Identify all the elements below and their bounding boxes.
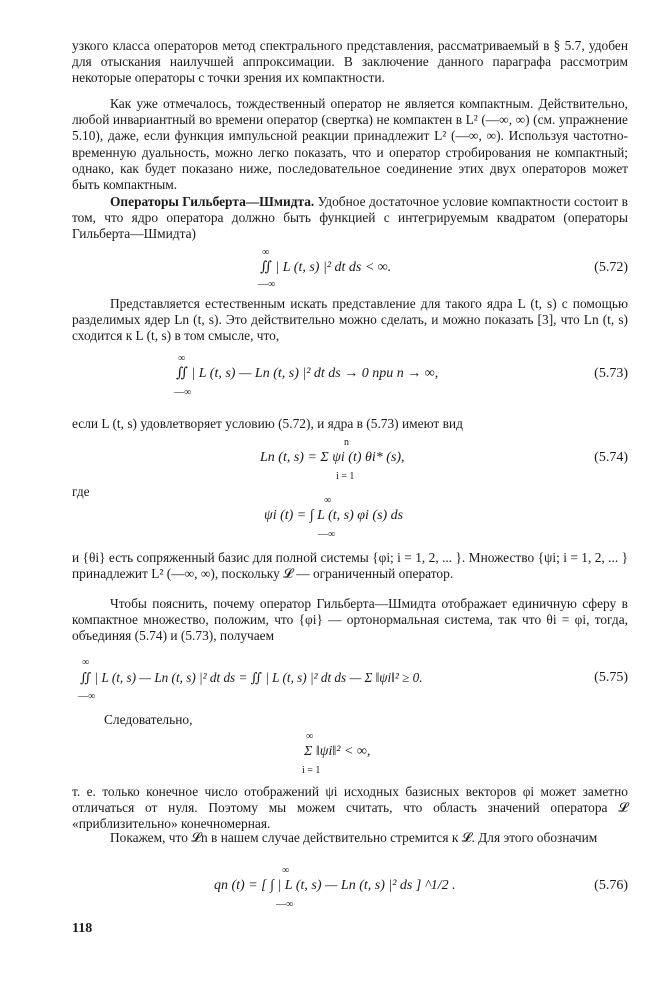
upper-limit: ∞ [82, 657, 90, 668]
page-number: 118 [72, 921, 93, 936]
upper-limit: ∞ [262, 247, 270, 258]
paragraph-convergence: Покажем, что 𝓛n в нашем случае действительно стремится к 𝓛. Для этого обозначим [110, 830, 598, 845]
equation-number: (5.75) [594, 670, 628, 685]
upper-limit: n [344, 437, 349, 448]
lower-limit: —∞ [258, 279, 276, 290]
lower-limit: i = 1 [336, 471, 355, 482]
equation-body: ∬ | L (t, s) |² dt ds < ∞. [260, 260, 392, 275]
equation-5-75 [72, 657, 628, 702]
paragraph-unit-sphere: Чтобы пояснить, почему оператор Гильберта—Шмидта отображает единичную сферу в компактное множество, положим, что {φi} — ортонормальная система, так что θi = φi, тогда, объединяя (5.74) и (5.73), получаем [72, 596, 628, 644]
equation-body: Ln (t, s) = Σ ψi (t) θi* (s), [260, 450, 405, 465]
equation-body: qn (t) = [ ∫ | L (t, s) — Ln (t, s) |² ds ] ^1/2 . [214, 878, 456, 893]
equation-sum-norms [72, 731, 628, 776]
equation-body: ψi (t) = ∫ L (t, s) φi (s) ds [264, 508, 404, 523]
equation-body: Σ ‖ψi‖² < ∞, [304, 744, 371, 759]
upper-limit: ∞ [306, 731, 314, 742]
equation-5-74 [72, 437, 628, 482]
lower-limit: i = 1 [302, 765, 321, 776]
paragraph-identity-operator: Как уже отмечалось, тождественный оператор не является компактным. Действительно, любой инвариантный во времени оператор (свертка) не компактен в L² (—∞, ∞) (см. упражнение 5.10), даже, если функция импульсной реакции принадлежит L² (—∞, ∞). Используя частотно-временную дуальность, можно легко показать, что и оператор стробирования не компактный; однако, как будет показано ниже, последовательное соединение этих двух операторов может быть компактным. [72, 96, 628, 193]
lower-limit: —∞ [174, 387, 192, 398]
lower-limit: —∞ [78, 691, 96, 702]
section-heading: Операторы Гильберта—Шмидта. [110, 194, 315, 209]
lower-limit: —∞ [276, 899, 294, 910]
upper-limit: ∞ [282, 865, 290, 876]
equation-5-76 [72, 865, 628, 910]
equation-5-73 [72, 353, 628, 398]
hence-label: Следовательно, [104, 712, 193, 727]
paragraph-intro: узкого класса операторов метод спектрального представления, рассматриваемый в § 5.7, удобен для отыскания наилучшей аппроксимации. В заключение данного параграфа рассмотрим некоторые операторы с точки зрения их компактности. [72, 38, 628, 86]
equation-psi-definition [72, 495, 628, 540]
equation-number: (5.72) [594, 260, 628, 275]
paragraph-conjugate-basis: и {θi} есть сопряженный базис для полной системы {φi; i = 1, 2, ... }. Множество {ψi; i = 1, 2, ... } принадлежит L² (—∞, ∞), поскольку 𝓛 — ограниченный оператор. [72, 550, 628, 582]
equation-5-72 [72, 247, 628, 290]
upper-limit: ∞ [324, 495, 332, 506]
where-label: где [72, 484, 90, 499]
equation-number: (5.74) [594, 450, 628, 465]
paragraph-kernel-form: если L (t, s) удовлетворяет условию (5.72), и ядра в (5.73) имеют вид [72, 416, 463, 431]
equation-body: ∬ | L (t, s) — Ln (t, s) |² dt ds → 0 при n → ∞, [176, 366, 439, 381]
equation-number: (5.76) [594, 878, 628, 893]
equation-number: (5.73) [594, 366, 628, 381]
paragraph-finite-mappings: т. е. только конечное число отображений ψi исходных базисных векторов φi может заметно отличаться от нуля. Поэтому мы можем считать, что область значений оператора 𝓛 «приблизительно» конечномерная. [72, 784, 628, 832]
lower-limit: —∞ [318, 529, 336, 540]
upper-limit: ∞ [178, 353, 186, 364]
paragraph-hilbert-schmidt-text: Удобное достаточное условие компактности состоит в том, что ядро оператора должно быть функцией с интегрируемым квадратом (операторы Гильберта—Шмидта) [72, 194, 628, 242]
paragraph-separable-kernels: Представляется естественным искать представление для такого ядра L (t, s) с помощью разделимых ядер Ln (t, s). Это действительно можно сделать, и можно показать [3], что Ln (t, s) сходится к L (t, s) в том смысле, что, [72, 296, 628, 344]
equation-body: ∬ | L (t, s) — Ln (t, s) |² dt ds = ∬ | L (t, s) |² dt ds — Σ ‖ψi‖² ≥ 0. [80, 670, 423, 685]
paragraph-hilbert-schmidt [72, 194, 628, 243]
